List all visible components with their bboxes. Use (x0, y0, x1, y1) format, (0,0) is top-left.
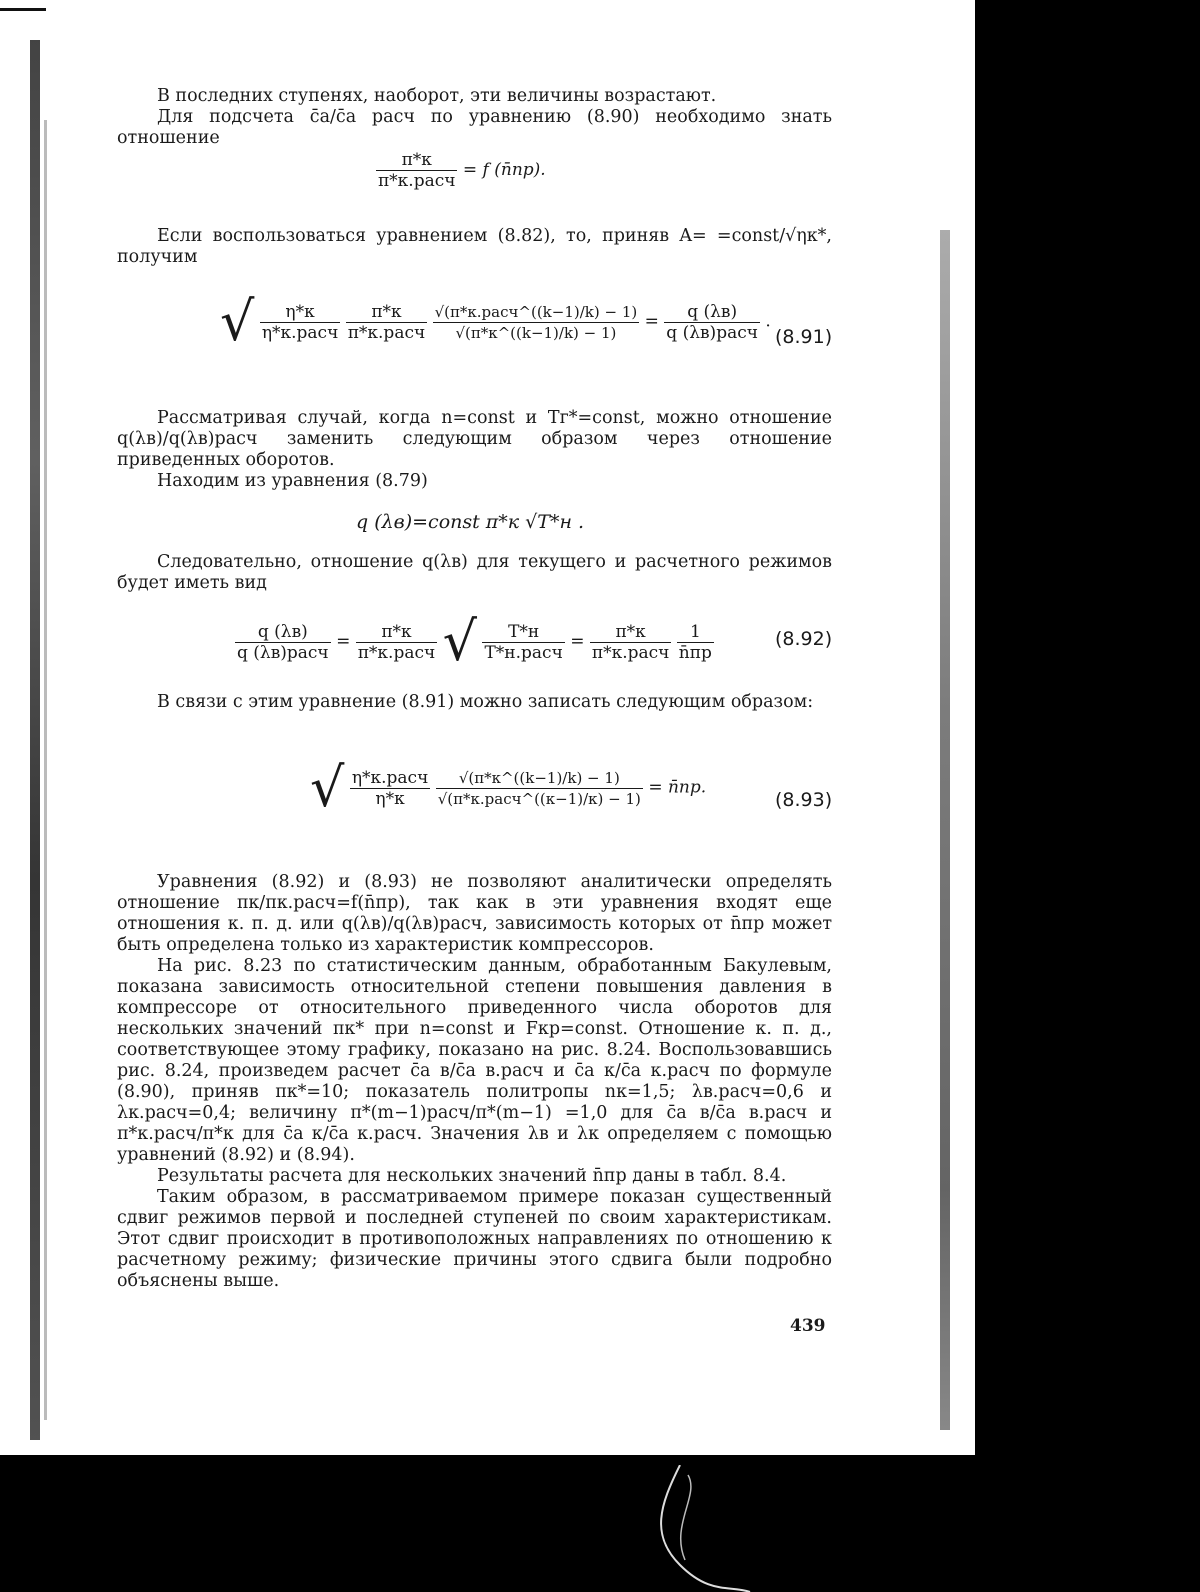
denominator: q (λв)расч (237, 642, 329, 663)
equation-number: (8.92) (775, 628, 833, 650)
fraction (346, 302, 427, 343)
formula-text: q (λв)=const π*к √T*н . (356, 511, 585, 533)
paragraph: Результаты расчета для нескольких значений n̄пр даны в табл. 8.4. (157, 1166, 787, 1186)
numerator: √(π*к.расч^((k−1)/k) − 1) (434, 302, 638, 321)
denominator: π*к.расч (378, 171, 456, 191)
equation-number: (8.91) (775, 326, 833, 348)
numerator: q (λв) (664, 302, 760, 323)
sqrt-sign: √ (442, 610, 478, 673)
fraction (590, 622, 671, 663)
numerator: T*н (482, 622, 564, 643)
numerator: 1 (677, 622, 714, 643)
paragraph: Таким образом, в рассматриваемом примере показан существенный сдвиг режимов первой и последней ступеней по своим характеристикам. Этот сдвиг происходит в противоположных направлениях по отношению к расчетному режиму; физические причины этого сдвига были подробно объяснены выше. (117, 1187, 832, 1291)
paragraph: Рассматривая случай, когда n=const и Tг*=const, можно отношение q(λв)/q(λв)расч заменить следующим образом через отношение приведенных оборотов. (117, 408, 832, 470)
equation-number: (8.93) (775, 789, 833, 811)
fraction (376, 150, 457, 191)
paragraph: Для подсчета c̄a/c̄a расч по уравнению (8.90) необходимо знать отношение (117, 107, 832, 148)
denominator: √(π*к.расч^((к−1)/к) − 1) (437, 789, 641, 808)
fraction (664, 302, 760, 343)
numerator: π*к (590, 622, 671, 643)
formula-q-lambda (356, 512, 584, 532)
text-block-2 (117, 226, 832, 268)
fraction (482, 622, 564, 663)
fraction (260, 302, 341, 343)
fraction (235, 622, 331, 663)
page-number: 439 (790, 1316, 826, 1336)
fraction (433, 302, 640, 343)
numerator: π*к (346, 302, 427, 323)
denominator: q (λв)расч (666, 322, 758, 343)
text-block-3 (117, 408, 832, 492)
fraction (356, 622, 437, 663)
paragraph: В последних ступенях, наоборот, эти величины возрастают. (157, 86, 717, 106)
numerator: η*к (260, 302, 341, 323)
page-edge-shadow (940, 230, 950, 1430)
formula-8-93 (310, 758, 706, 818)
denominator: n̄пр (678, 642, 712, 663)
denominator: π*к.расч (591, 642, 670, 663)
paragraph: Уравнения (8.92) и (8.93) не позволяют аналитически определять отношение πк/πк.расч=f(n̄пр), так как в эти уравнения входят еще отношения к. п. д. или q(λв)/q(λв)расч, зависимость которых от n̄пр может быть определена только из характеристик компрессоров. (117, 872, 832, 955)
denominator: η*к (375, 788, 405, 809)
book-binding-shadow (44, 120, 47, 1420)
denominator: T*н.расч (484, 642, 563, 663)
formula-rhs: = n̄пр. (648, 777, 707, 798)
numerator: π*к (376, 150, 457, 171)
numerator: q (λв) (235, 622, 331, 643)
denominator: √(π*к^((k−1)/k) − 1) (455, 323, 617, 342)
paragraph: Следовательно, отношение q(λв) для текущего и расчетного режимов будет иметь вид (117, 552, 832, 593)
fraction (350, 768, 431, 809)
fraction (677, 622, 714, 663)
scan-mark (0, 8, 46, 11)
denominator: π*к.расч (357, 642, 436, 663)
paragraph: В связи с этим уравнение (8.91) можно записать следующим образом: (157, 692, 814, 712)
text-block-6 (117, 872, 832, 1292)
formula-8-91: √ $\frac{\eta*к}{\text{η*к.расч}}$ $\frac{\pi*к}{\text{π*к.расч}}$ $\frac{\text{√(π*к.расч\textasciicircum{}((k−1)/k) − 1)}}{√(\pi*к\^{}((k-1)/k) - 1)}$ = $\frac{q (\lambda в)}{\text{q (λв)расч}}$ . (220, 290, 771, 353)
book-binding-edge (30, 40, 40, 1440)
numerator: √(π*к^((k−1)/k) − 1) (436, 768, 643, 789)
scan-background-right (975, 0, 1200, 1592)
sqrt-sign: √ (220, 290, 255, 353)
sqrt-sign: √ (310, 756, 345, 819)
denominator: π*к.расч (347, 322, 426, 343)
paragraph: Находим из уравнения (8.79) (157, 471, 428, 491)
formula-8-92: $\frac{q (\lambda в)}{\text{q (λв)расч}}$ = $\frac{\pi*к}{\text{π*к.расч}}$ √ $\frac{T*н}{\text{T*н.расч}}$ = $\frac{\pi*к}{\text{π*к.расч}}$ $\frac{1}{n̄пр}$ (237, 610, 712, 673)
text-block-1 (117, 86, 832, 149)
bookmark-string-image (640, 1465, 760, 1592)
numerator: η*к.расч (351, 767, 429, 788)
paragraph: На рис. 8.23 по статистическим данным, обработанным Бакулевым, показана зависимость относительной степени повышения давления в компрессоре от относительного приведенного числа оборотов для нескольких значений πк* при n=const и Fкр=const. Отношение к. п. д., соответствующее этому графику, показано на рис. 8.24. Воспользовавшись рис. 8.24, произведем расчет c̄a в/c̄a в.расч и c̄a к/c̄a к.расч по формуле (8.90), приняв πк*=10; показатель политропы nк=1,5; λв.расч=0,6 и λк.расч=0,4; величину π*(m−1)расч/π*(m−1) =1,0 для c̄a в/c̄a в.расч и π*к.расч/π*к для c̄a к/c̄a к.расч. Значения λв и λк определяем с помощью уравнений (8.92) и (8.94). (117, 956, 832, 1165)
denominator: η*к.расч (261, 322, 339, 343)
formula-pi-ratio (376, 150, 546, 191)
fraction (436, 768, 643, 809)
scan-background-bottom (0, 1455, 1200, 1592)
paragraph: Если воспользоваться уравнением (8.82), то, приняв A= =const/√ηк*, получим (117, 226, 832, 267)
formula-rhs: = f (n̄пр). (462, 160, 546, 180)
text-block-5 (117, 692, 832, 713)
numerator: π*к (356, 622, 437, 643)
text-block-4 (117, 552, 832, 594)
